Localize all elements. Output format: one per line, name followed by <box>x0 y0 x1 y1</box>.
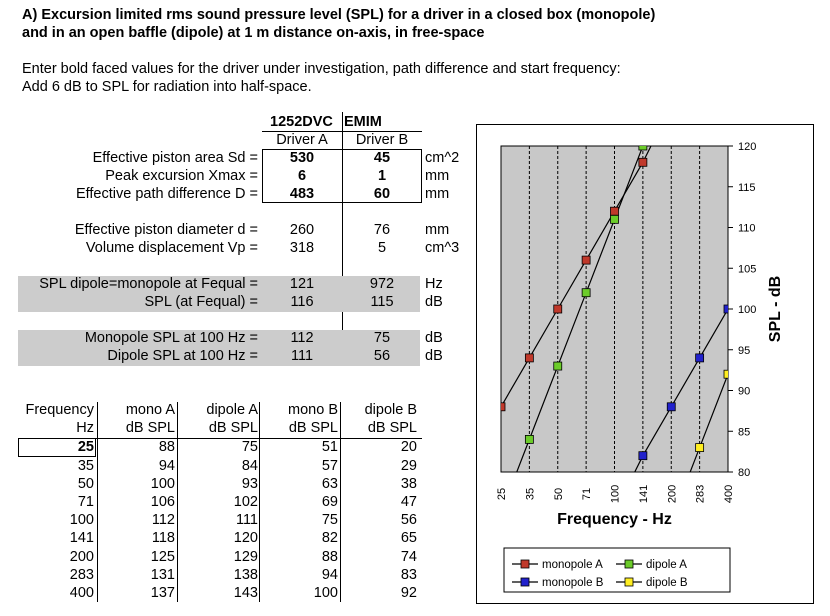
data-point <box>667 403 675 411</box>
derived-label: Volume displacement Vp = <box>85 240 258 256</box>
data-point <box>525 435 533 443</box>
x-tick-label: 200 <box>666 484 679 504</box>
fequal-unit: dB <box>425 294 443 310</box>
params-driver-b-value[interactable]: 60 <box>373 186 391 202</box>
data-point <box>639 142 647 150</box>
table-row-cell: 106 <box>150 494 175 510</box>
params-label: Effective piston area Sd = <box>92 150 258 166</box>
table-header: mono A <box>125 402 175 418</box>
table-header-unit: Hz <box>76 420 94 437</box>
legend-marker <box>521 578 529 586</box>
derived-driver-a-value: 318 <box>289 240 315 256</box>
table-header-unit: dB SPL <box>367 420 417 437</box>
y-tick-label: 95 <box>738 344 751 357</box>
data-point <box>525 354 533 362</box>
data-point <box>611 215 619 223</box>
params-driver-a-value[interactable]: 530 <box>289 150 315 166</box>
params-driver-b-value[interactable]: 45 <box>373 150 391 166</box>
legend <box>504 548 730 592</box>
table-row-cell: 75 <box>321 512 338 529</box>
table-row-cell: 92 <box>400 585 417 601</box>
spl100-unit: dB <box>425 348 443 364</box>
legend-label: dipole A <box>646 559 687 571</box>
spl100-label: Dipole SPL at 100 Hz = <box>107 348 258 364</box>
table-row-cell: 69 <box>321 494 338 510</box>
table-row-cell: 94 <box>158 457 175 474</box>
x-tick-label: 25 <box>496 487 508 501</box>
fequal-label: SPL (at Fequal) = <box>144 294 258 310</box>
legend-label: monopole B <box>542 577 604 589</box>
spl100-driver-a-value: 112 <box>290 330 314 346</box>
table-row-cell: 129 <box>233 548 258 565</box>
fequal-unit: Hz <box>425 276 443 292</box>
params-unit: cm^2 <box>425 150 460 166</box>
x-tick-label: 50 <box>552 487 565 501</box>
table-row-cell: 88 <box>321 548 338 565</box>
table-header-unit: dB SPL <box>288 420 338 437</box>
x-axis-title: Frequency - Hz <box>557 511 672 528</box>
table-row-cell: 93 <box>241 475 258 492</box>
legend-label: monopole A <box>542 559 603 571</box>
table-header-unit: dB SPL <box>125 420 175 437</box>
spl100-driver-a-value: 111 <box>290 348 314 364</box>
fequal-driver-a-value: 121 <box>289 276 315 292</box>
x-tick-label: 283 <box>694 484 707 504</box>
table-frequency-cell: 100 <box>69 512 94 529</box>
data-point <box>554 362 562 370</box>
table-row-cell: 20 <box>400 439 417 456</box>
x-tick-label: 35 <box>524 487 537 501</box>
table-row-cell: 84 <box>241 457 258 474</box>
heading-line-2: and in an open baffle (dipole) at 1 m distance on-axis, in free-space <box>22 25 485 41</box>
intro-line-2: Add 6 dB to SPL for radiation into half-space. <box>22 79 312 95</box>
driver-b-model: EMIM <box>344 114 382 130</box>
table-frequency-cell: 283 <box>69 566 94 583</box>
params-driver-a-value[interactable]: 483 <box>289 186 315 202</box>
table-row-cell: 74 <box>400 548 417 565</box>
y-tick-label: 110 <box>738 222 756 235</box>
derived-unit: mm <box>425 222 450 238</box>
table-frequency-cell: 25 <box>77 439 94 456</box>
legend-marker <box>625 578 633 586</box>
data-point <box>554 305 562 313</box>
data-point <box>582 289 590 297</box>
fequal-label: SPL dipole=monopole at Fequal = <box>39 276 258 292</box>
derived-driver-a-value: 260 <box>289 222 315 238</box>
legend-marker <box>625 560 633 568</box>
table-row-cell: 65 <box>400 530 417 547</box>
x-tick-label: 400 <box>723 484 735 504</box>
table-row-cell: 100 <box>150 475 175 492</box>
y-tick-label: 85 <box>738 426 751 439</box>
table-frequency-cell: 50 <box>77 475 94 492</box>
spl100-driver-b-value: 75 <box>373 330 391 346</box>
derived-driver-b-value: 76 <box>373 222 391 238</box>
fequal-driver-a-value: 116 <box>290 294 314 310</box>
driver-b-label: Driver B <box>355 132 409 148</box>
y-tick-label: 105 <box>738 263 757 276</box>
y-tick-label: 80 <box>738 467 751 479</box>
intro-line-1: Enter bold faced values for the driver under investigation, path difference and start frequency: <box>22 61 621 77</box>
table-row-cell: 118 <box>151 530 175 547</box>
table-header-unit: dB SPL <box>208 420 258 437</box>
table-row-cell: 83 <box>400 566 417 583</box>
y-tick-label: 100 <box>738 304 757 316</box>
data-point <box>696 354 704 362</box>
table-row-cell: 112 <box>151 512 175 529</box>
instructions <box>22 60 621 96</box>
table-row-cell: 56 <box>400 512 417 529</box>
fequal-driver-b-value: 115 <box>370 294 394 310</box>
spl-chart <box>476 124 814 604</box>
table-row-cell: 38 <box>400 475 417 492</box>
driver-a-model: 1252DVC <box>270 114 333 130</box>
params-unit: mm <box>425 168 450 184</box>
table-header: dipole A <box>206 402 258 418</box>
data-point <box>497 403 505 411</box>
table-frequency-cell: 200 <box>69 548 94 565</box>
driver-a-label: Driver A <box>276 132 328 148</box>
data-point <box>724 370 732 378</box>
table-row-cell: 88 <box>158 439 175 456</box>
table-frequency-cell: 400 <box>69 585 94 601</box>
table-row-cell: 47 <box>400 494 417 510</box>
table-row-cell: 57 <box>321 457 338 474</box>
y-tick-label: 90 <box>738 385 751 398</box>
fequal-driver-b-value: 972 <box>369 276 395 292</box>
spl100-label: Monopole SPL at 100 Hz = <box>84 330 258 346</box>
data-point <box>696 444 704 452</box>
table-frequency-cell: 35 <box>77 457 94 474</box>
params-label: Effective path difference D = <box>75 186 258 202</box>
table-row-cell: 143 <box>233 585 258 601</box>
legend-marker <box>521 560 529 568</box>
table-row-cell: 94 <box>321 566 338 583</box>
table-row-cell: 82 <box>321 530 338 547</box>
table-row-cell: 63 <box>321 475 338 492</box>
derived-driver-b-value: 5 <box>377 240 387 256</box>
table-frequency-cell: 141 <box>69 530 94 547</box>
params-label: Peak excursion Xmax = <box>105 168 258 184</box>
table-row-cell: 29 <box>400 457 417 474</box>
table-row-cell: 125 <box>150 548 175 565</box>
table-row-cell: 102 <box>233 494 258 510</box>
data-point <box>611 207 619 215</box>
data-point <box>582 256 590 264</box>
table-row-cell: 111 <box>235 512 258 529</box>
y-axis-title: SPL - dB <box>767 275 784 343</box>
table-header: Frequency <box>25 402 94 418</box>
table-header: dipole B <box>364 402 417 418</box>
heading-line-1: A) Excursion limited rms sound pressure level (SPL) for a driver in a closed box (monopole) <box>22 7 656 23</box>
spl100-driver-b-value: 56 <box>373 348 391 364</box>
x-tick-label: 100 <box>609 484 622 504</box>
table-row-cell: 75 <box>241 439 258 456</box>
table-row-cell: 120 <box>233 530 258 547</box>
params-driver-b-value[interactable]: 1 <box>377 168 387 184</box>
legend-label: dipole B <box>646 577 688 589</box>
section-heading <box>22 6 655 42</box>
table-row-cell: 138 <box>233 566 258 583</box>
x-tick-label: 71 <box>581 487 594 501</box>
table-header: mono B <box>288 402 338 418</box>
table-row-cell: 100 <box>313 585 338 601</box>
table-row-cell: 131 <box>150 566 175 583</box>
derived-unit: cm^3 <box>425 240 460 256</box>
params-unit: mm <box>425 186 450 202</box>
y-tick-label: 115 <box>738 181 756 194</box>
data-point <box>639 452 647 460</box>
selected-cell[interactable] <box>18 438 96 457</box>
table-frequency-cell: 71 <box>77 494 94 510</box>
params-driver-a-value[interactable]: 6 <box>297 168 307 184</box>
x-tick-label: 141 <box>637 484 650 504</box>
table-row-cell: 51 <box>321 439 338 456</box>
y-tick-label: 120 <box>738 141 757 153</box>
data-point <box>639 158 647 166</box>
spl100-unit: dB <box>425 330 443 346</box>
table-row-cell: 137 <box>150 585 175 601</box>
derived-label: Effective piston diameter d = <box>74 222 258 238</box>
